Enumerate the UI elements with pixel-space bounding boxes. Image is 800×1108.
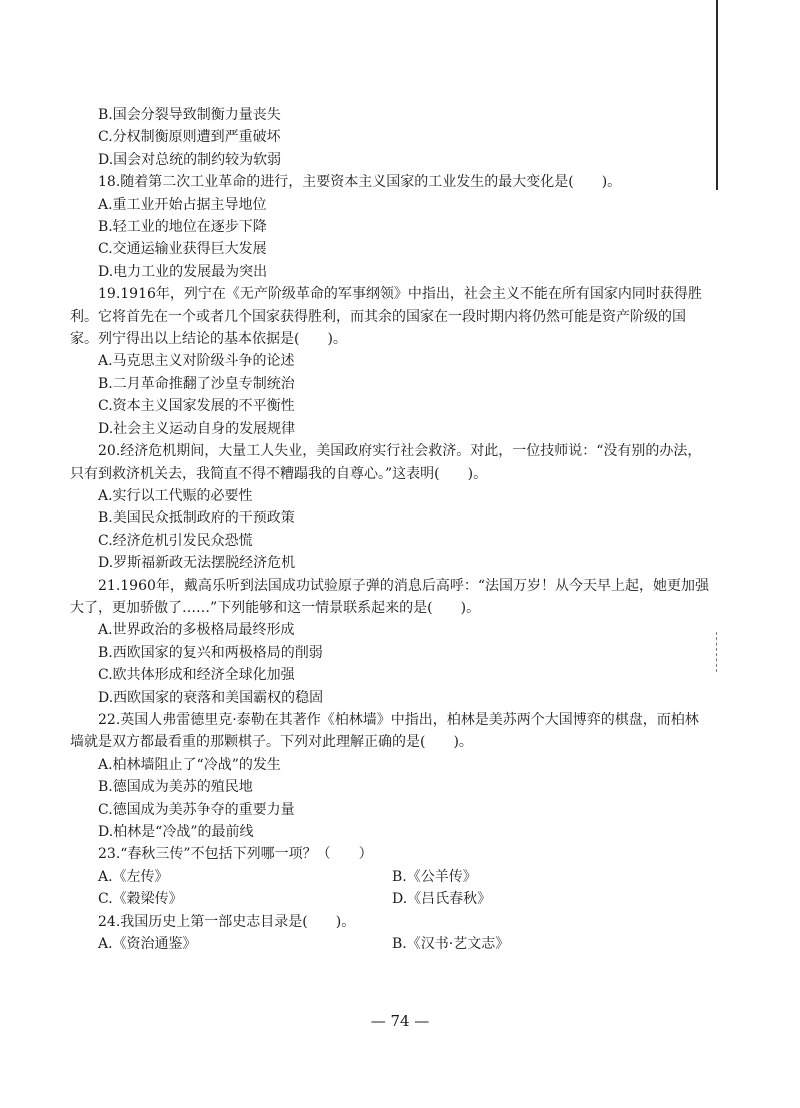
- question-22-option-b: B.德国成为美苏的殖民地: [98, 779, 253, 796]
- question-23-stem: 23.“春秋三传”不包括下列哪一项？（ ）: [98, 846, 373, 863]
- question-23-option-c: C.《穀梁传》: [98, 891, 183, 908]
- question-18-option-d: D.电力工业的发展最为突出: [98, 263, 268, 280]
- question-19-option-b: B.二月革命推翻了沙皇专制统治: [98, 375, 295, 392]
- question-20-option-d: D.罗斯福新政无法摆脱经济危机: [98, 555, 296, 572]
- question-20-option-c: C.经济危机引发民众恐慌: [98, 532, 253, 549]
- question-23-options-row-1: [70, 866, 710, 888]
- page-number: — 74 —: [370, 1012, 430, 1030]
- question-21-option-b: B.西欧国家的复兴和两极格局的削弱: [98, 644, 323, 661]
- question-24-option-b: B.《汉书·艺文志》: [392, 936, 510, 953]
- option-d-prev: D.国会对总统的制约较为软弱: [98, 151, 282, 168]
- page-edge-line: [716, 0, 718, 190]
- question-22-option-a: A.柏林墙阻止了“冷战”的发生: [98, 756, 281, 773]
- document-page: [70, 104, 710, 955]
- question-19-option-c: C.资本主义国家发展的不平衡性: [98, 398, 295, 415]
- question-19-stem: 19.1916年，列宁在《无产阶级革命的军事纲领》中指出，社会主义不能在所有国家内同时获得胜利。它将首先在一个或者几个国家获得胜利，而其余的国家在一段时期内将仍然可能是资产阶级的国家。列宁得出以上结论的基本依据是( )。: [70, 286, 702, 348]
- option-c-prev: C.分权制衡原则遭到严重破坏: [98, 129, 281, 146]
- question-19-option-a: A.马克思主义对阶级斗争的论述: [98, 353, 295, 370]
- question-24-option-a: A.《资治通鉴》: [98, 936, 197, 953]
- question-18-option-b: B.轻工业的地位在逐步下降: [98, 219, 267, 236]
- option-b-prev: B.国会分裂导致制衡力量丧失: [98, 107, 281, 123]
- question-20-option-b: B.美国民众抵制政府的干预政策: [98, 510, 295, 527]
- question-22-option-c: C.德国成为美苏争夺的重要力量: [98, 801, 295, 818]
- question-23-option-d: D.《吕氏春秋》: [392, 891, 492, 908]
- question-19-option-d: D.社会主义运动自身的发展规律: [98, 420, 296, 437]
- question-18-option-a: A.重工业开始占据主导地位: [98, 196, 267, 213]
- question-18-stem: 18.随着第二次工业革命的进行，主要资本主义国家的工业发生的最大变化是( )。: [98, 174, 622, 191]
- question-21-option-c: C.欧共体形成和经济全球化加强: [98, 667, 295, 684]
- question-23-option-a: A.《左传》: [98, 868, 169, 885]
- question-21-option-d: D.西欧国家的衰落和美国霸权的稳固: [98, 689, 324, 706]
- question-22-option-d: D.柏林是“冷战”的最前线: [98, 824, 254, 840]
- question-24-stem: 24.我国历史上第一部史志目录是( )。: [98, 913, 356, 930]
- question-20-option-a: A.实行以工代赈的必要性: [98, 487, 253, 504]
- page-edge-dash: [716, 632, 718, 672]
- question-22-stem: 22.英国人弗雷德里克·泰勒在其著作《柏林墙》中指出，柏林是美苏两个大国博弈的棋盘，而柏林墙就是双方都最看重的那颗棋子。下列对此理解正确的是( )。: [70, 711, 699, 751]
- question-21-stem: 21.1960年，戴高乐听到法国成功试验原子弹的消息后高呼：“法国万岁！从今天早上起，她更加强大了，更加骄傲了……”下列能够和这一情景联系起来的是( )。: [70, 577, 710, 616]
- question-23-option-b: B.《公羊传》: [392, 868, 477, 885]
- question-24-options-row-1: [70, 933, 710, 955]
- question-18-option-c: C.交通运输业获得巨大发展: [98, 241, 267, 258]
- question-20-stem: 20.经济危机期间，大量工人失业，美国政府实行社会救济。对此，一位技师说：“没有别的办法，只有到救济机关去，我简直不得不糟蹋我的自尊心。”这表明( )。: [70, 443, 702, 482]
- question-23-options-row-2: [70, 888, 710, 910]
- question-21-option-a: A.世界政治的多极格局最终形成: [98, 622, 295, 639]
